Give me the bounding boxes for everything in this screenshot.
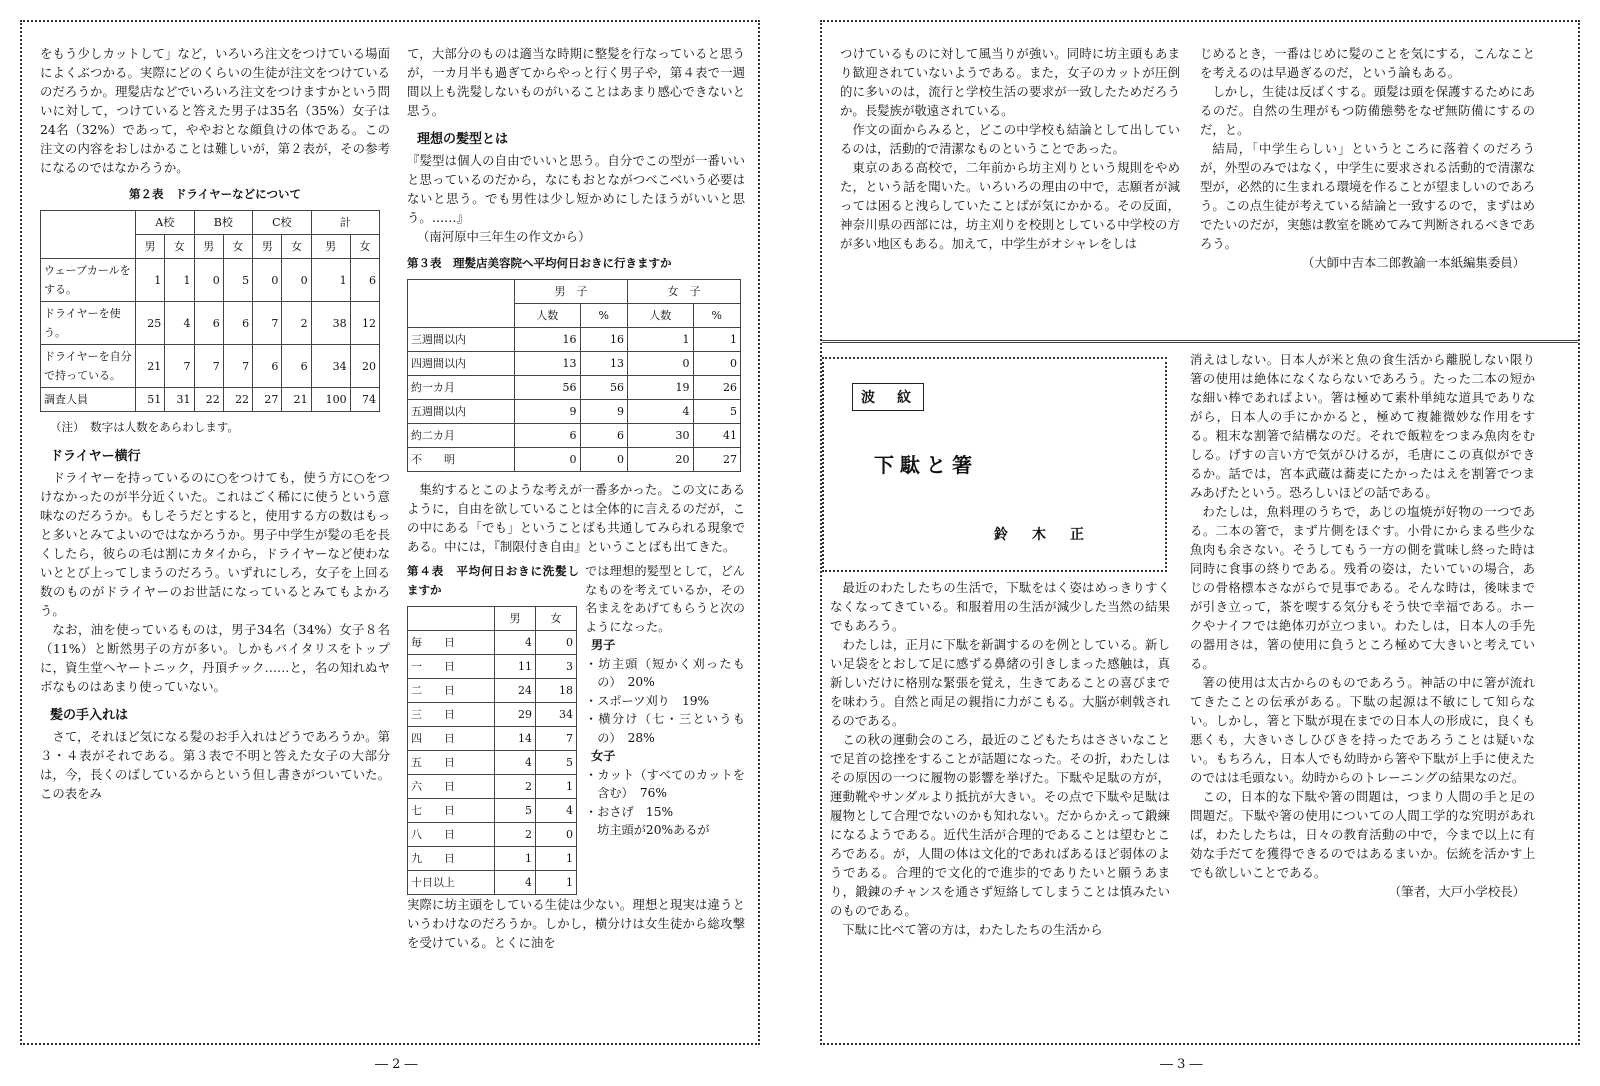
paragraph: 集約するとこのような考えが一番多かった。この文にあるように，自由を欲していることは全体的に言えるのだが，この中にある「でも」ということばも共通してみられる現象である。中には，『制限付き自由』ということばも出てきた。 (407, 482, 745, 554)
table-cell: 0 (536, 631, 577, 655)
right-bottom-column-2 (1190, 350, 1535, 901)
table-cell: 56 (515, 376, 581, 400)
table-row (408, 679, 577, 703)
table-cell: 9 (515, 400, 581, 424)
paragraph: 結局，「中学生らしい」というところに落着くのだろうが，外型のみではなく，中学生に要求される活動的で清潔な型が，必然的に生まれる環境を作ることが望ましいのであろう。この点生徒が考えている結論と一致するので，まずはめでたいのだが，実態は教室を眺めてみて判断されるべきであろう。 (1200, 141, 1535, 251)
table-row (408, 400, 741, 424)
column-header: 女 子 (627, 280, 740, 304)
table-cell: 16 (515, 328, 581, 352)
table-cell: 0 (580, 448, 627, 472)
table-cell: 1 (311, 259, 350, 302)
table-cell: 74 (350, 388, 379, 412)
table-cell: 38 (311, 302, 350, 345)
table-cell: 6 (253, 345, 282, 388)
signature: （筆者，大戸小学校長） (1388, 884, 1525, 899)
essay-author: 鈴木正 (994, 527, 1108, 543)
table-row (41, 388, 380, 412)
column-subheader: 人数 (515, 304, 581, 328)
quote-source: （南河原中三年生の作文から） (417, 229, 591, 244)
table-row (408, 775, 577, 799)
table-row (408, 751, 577, 775)
table-row (408, 847, 577, 871)
table-cell: 0 (536, 823, 577, 847)
table-cell: 4 (495, 751, 536, 775)
table-cell: 34 (536, 703, 577, 727)
row-label: 二 日 (408, 679, 495, 703)
table-cell: 27 (253, 388, 282, 412)
table-cell: 6 (350, 259, 379, 302)
page-number-right: ― 3 ― (1160, 1057, 1203, 1072)
table-row (408, 448, 741, 472)
table-cell: 5 (693, 400, 740, 424)
table-cell: 19 (627, 376, 693, 400)
table-cell: 2 (495, 823, 536, 847)
table-cell: 4 (165, 302, 194, 345)
table-cell: 20 (627, 448, 693, 472)
row-label: 七 日 (408, 799, 495, 823)
table-cell: 4 (627, 400, 693, 424)
paragraph: 実際に坊主頭をしている生徒は少ない。理想と現実は違うというわけなのだろうか。しかし，横分けは女生徒から総攻撃を受けている。とくに油を (407, 897, 745, 950)
column-header: 男 子 (515, 280, 628, 304)
table-cell: 2 (282, 302, 311, 345)
paragraph: をもう少しカットして」など，いろいろ注文をつけている場面によくぶつかる。実際にどのくらいの生徒が注文をつけているのだろうか。理髪店などでいろいろ注文をつけますかという問いに対して，つけていると答えた男子は35名（35%）女子は24名（32%）であって，ややおとな顔負けの体である。この注文の内容をおしはかることは難しいが，第２表が，その参考になるのではなかろうか。 (40, 46, 390, 175)
table-cell: 0 (282, 259, 311, 302)
table4-caption: 第４表 平均何日おきに洗髪しますか (407, 564, 579, 597)
table-cell: 6 (580, 424, 627, 448)
row-label: 五週間以内 (408, 400, 515, 424)
table4 (407, 606, 577, 895)
table-cell: 7 (253, 302, 282, 345)
table-row (41, 345, 380, 388)
list-item: ・カット（すべてのカットを含む） 76% (585, 767, 745, 800)
table-cell: 56 (580, 376, 627, 400)
row-label: 三 日 (408, 703, 495, 727)
essay-title-box (822, 357, 1167, 572)
paragraph: わたしは，魚料理のうちで，あじの塩焼が好物の一つである。二本の箸で，まず片側をほぐす。小骨にからまる些少な魚肉も余さない。そうしてもう一方の側を賞味し終った時は同時に食事の終りである。残肴の姿は，たいていの場合，あじの骨格標本さながらで見事である。そんな時は，後味までが引き立って，茶を喫する気分もそう快で幸福である。ホークやナイフでは絶体刃が立つまい。わたしは，日本人の手先の器用さは，箸の使用に負うところ極めて大きいと考えている。 (1190, 504, 1535, 671)
left-column-1 (40, 44, 390, 803)
table-cell: 13 (580, 352, 627, 376)
paragraph: 下駄に比べて箸の方は，わたしたちの生活から (842, 922, 1103, 937)
section-heading-dryer: ドライヤー横行 (50, 449, 141, 464)
column-subheader: % (693, 304, 740, 328)
column-header: B校 (194, 211, 253, 235)
column-subheader: % (580, 304, 627, 328)
table-cell: 20 (350, 345, 379, 388)
table-cell: 25 (136, 302, 165, 345)
column-subheader: 人数 (627, 304, 693, 328)
table-row (408, 376, 741, 400)
right-bottom-column-1 (830, 578, 1170, 939)
row-label: ウェーブカールをする。 (41, 259, 136, 302)
paragraph: ドライヤーを持っているのに○をつけても，使う方に○をつけなかったのが半分近くいた。これはごく稀にに使うという意味なのだろうか。もしそうだとすると，使用する方の数はもっと多いとみてよいのではなかろうか。男子中学生が髪の毛を長くしたら，彼らの毛は割にカタイから，ドライヤーなど使わないととび上ってしまうのだろう。いずれにしろ，女子を上回る数のものがドライヤーのお世話になっているとみてもよかろう。 (40, 470, 390, 618)
table-cell: 6 (282, 345, 311, 388)
table-row (408, 328, 741, 352)
table-cell: 7 (536, 727, 577, 751)
row-label: 八 日 (408, 823, 495, 847)
table-cell: 18 (536, 679, 577, 703)
table-cell: 24 (495, 679, 536, 703)
table-cell: 5 (223, 259, 252, 302)
paragraph: て，大部分のものは適当な時期に整髪を行なっていると思うが，一カ月半も過ぎてからやっと行く男子や，第４表で一週間以上も洗髪しないものがいることはあまり感心できないと思う。 (407, 46, 745, 118)
table-cell: 51 (136, 388, 165, 412)
table-cell: 4 (536, 799, 577, 823)
paragraph: 作文の面からみると，どこの中学校も結論として出しているのは，活動的で清潔なものということであった。 (840, 122, 1180, 156)
table-cell: 16 (580, 328, 627, 352)
row-label: 四 日 (408, 727, 495, 751)
paragraph: 東京のある高校で，二年前から坊主刈りという規則をやめた，という話を聞いた。いろいろの理由の中で，志願者が減っては困ると洩らしていたことばが気にかかる。その反面，神奈川県の西部には，坊主刈りを校則としている中学校の方が多い地区もある。加えて，中学生がオシャレをしは (840, 160, 1180, 251)
right-page (820, 20, 1580, 1045)
table-cell: 7 (194, 345, 223, 388)
list-item: ・横分け（七・三というもの） 28% (585, 712, 745, 745)
table-cell: 14 (495, 727, 536, 751)
female-list (585, 766, 745, 822)
list-item: ・スポーツ刈り 19% (585, 693, 710, 708)
table-cell: 100 (311, 388, 350, 412)
column-header: 男 (495, 607, 536, 631)
paragraph: この秋の運動会のころ，最近のこどもたちはささいなことで足首の捻挫をすることが話題になった。その折，わたしはその原因の一つに履物の影響を挙げた。下駄や足駄の方が，運動靴やサンダルより抵抗が大きい。その点で下駄や足駄は履物として合理でないのかも知れない。だからかえって鍛練になるようである。近代生活が合理的であることは望むところである。が，人間の体は文化的であればあるほど弱体のようである。合理的で文化的で進歩的でありたいと願うあまり，鍛錬のチャンスを通さず短絡してしまうことは慎みたいのものである。 (830, 732, 1170, 918)
right-top-column-1 (840, 44, 1180, 253)
table-cell: 6 (194, 302, 223, 345)
table-cell: 22 (194, 388, 223, 412)
paragraph: つけているものに対して風当りが強い。同時に坊主頭もあまり歓迎されていないようである。また，女子のカットが圧倒的に多いのは，流行と学校生活の要求が一致したためだろうか。長髪族が敬遠されている。 (840, 46, 1180, 118)
list-item: ・坊主頭（短かく刈ったもの） 20% (585, 656, 745, 689)
table-row (408, 871, 577, 895)
row-label: 毎 日 (408, 631, 495, 655)
table-cell: 2 (495, 775, 536, 799)
section-heading-ideal: 理想の髪型とは (417, 132, 509, 147)
column-header: 女 (536, 607, 577, 631)
table-cell: 22 (223, 388, 252, 412)
quote: 『髪型は個人の自由でいいと思う。自分でこの型が一番いいと思っているのだから，なにもおとながつべこべいう必要はないと思う。でも男性は少し短かめにしたほうがいいと思う。……』 (407, 153, 745, 225)
column-subheader: 女 (223, 235, 252, 259)
signature: （大師中吉本二郎教諭一本紙編集委員） (1301, 255, 1525, 270)
row-label: 不 明 (408, 448, 515, 472)
column-subheader: 女 (350, 235, 379, 259)
table-cell: 1 (536, 775, 577, 799)
table-cell: 1 (536, 871, 577, 895)
table3-caption: 第３表 理髪店美容院へ平均何日おきに行きますか (407, 256, 672, 270)
table-row (408, 655, 577, 679)
table-cell: 11 (495, 655, 536, 679)
table-cell: 1 (136, 259, 165, 302)
side-tail: 坊主頭が20%あるが (597, 823, 710, 837)
table-cell: 7 (223, 345, 252, 388)
column-subheader: 女 (282, 235, 311, 259)
paragraph: しかし，生徒は反ばくする。頭髪は頭を保護するためにあるのだ。自然の生理がもつ防備態勢をなぜ無防備にするのだ，と。 (1200, 84, 1535, 137)
table-row (408, 727, 577, 751)
row-label: ドライヤーを自分で持っている。 (41, 345, 136, 388)
paragraph: 箸の使用は太古からのものであろう。神話の中に箸が流れてきたことの伝承がある。下駄の起源は不敏にして知らない。しかし，箸と下駄が現在までの日本人の形成に，良くも悪くも，大きいさしひびきを持ったであろうことは疑いない。もちろん，日本人でも幼時から箸や下駄が上手に使えたのではは毛頭ない。幼時からのトレーニングの結果なのだ。 (1190, 675, 1535, 785)
paragraph: わたしは，正月に下駄を新調するのを例としている。新しい足袋をとおして足に感ずる鼻緒の引きしまった感触は，真新しいだけに格別な緊張を覚え，生きてあることの喜びまでを味わう。自然と両足の親指に力がこもる。大脳が刺戟されるのである。 (830, 637, 1170, 728)
column-subheader: 男 (311, 235, 350, 259)
female-heading: 女子 (591, 749, 616, 763)
row-label: 四週間以内 (408, 352, 515, 376)
male-list (585, 655, 745, 748)
table-cell: 4 (495, 871, 536, 895)
table-cell: 21 (282, 388, 311, 412)
table2-caption: 第２表 ドライヤーなどについて (129, 187, 301, 201)
table2 (40, 210, 380, 412)
paragraph: さて，それほど気になる髪のお手入れはどうであろうか。第３・４表がそれである。第３表で不明と答えた女子の大部分は，今，長くのばしているからという但し書きがついていた。この表をみ (40, 729, 390, 801)
column-subheader: 男 (136, 235, 165, 259)
table-cell: 29 (495, 703, 536, 727)
table-cell: 12 (350, 302, 379, 345)
table-cell: 41 (693, 424, 740, 448)
table-cell: 21 (136, 345, 165, 388)
table-cell: 1 (536, 847, 577, 871)
table-cell: 13 (515, 352, 581, 376)
table-cell: 30 (627, 424, 693, 448)
table-row (408, 424, 741, 448)
row-label: ドライヤーを使う。 (41, 302, 136, 345)
column-header: 計 (311, 211, 379, 235)
column-subheader: 女 (165, 235, 194, 259)
row-label: 六 日 (408, 775, 495, 799)
table-cell: 3 (536, 655, 577, 679)
row-label: 調査人員 (41, 388, 136, 412)
list-item: ・おさげ 15% (585, 804, 674, 819)
right-top-column-2 (1200, 44, 1535, 272)
table-cell: 1 (495, 847, 536, 871)
page-number-left: ― 2 ― (375, 1057, 418, 1072)
row-label: 十日以上 (408, 871, 495, 895)
column-subheader: 男 (194, 235, 223, 259)
table-cell: 5 (536, 751, 577, 775)
essay-title: 下駄と箸 (874, 453, 978, 477)
paragraph: 消えはしない。日本人が米と魚の食生活から離脱しない限り箸の使用は絶体になくならないであろう。たった二本の短かな細い棒であればよい。箸は極めて素朴単純な道具でありながら，日本人の手にかかると，極めて複雑微妙な作用をする。粗末な割箸で結構なのだ。それで飯粒をつまみ魚肉をむしる。げすの言い方で気がひけるが，毛唐にこの真似ができるか。話では，宮本武蔵は蕎麦にたかったはえを割箸でつまみあげたという。恐ろしいほどの話である。 (1190, 352, 1535, 500)
table-cell: 5 (495, 799, 536, 823)
table-row (41, 259, 380, 302)
paragraph: 最近のわたしたちの生活で，下駄をはく姿はめっきりすくなくなってきている。和服着用の生活が減少した当然の結果でもあろう。 (830, 580, 1170, 633)
row-label: 一 日 (408, 655, 495, 679)
table-cell: 9 (580, 400, 627, 424)
table-cell: 7 (165, 345, 194, 388)
section-heading-care: 髪の手入れは (50, 708, 129, 723)
row-label: 約二カ月 (408, 424, 515, 448)
column-header: C校 (253, 211, 312, 235)
column-tag: 波 紋 (852, 383, 924, 411)
ideal-intro: では理想的髪型として，どんなものを考えているか，その名まえをあげてもらうと次のようになった。 (585, 564, 745, 634)
left-page (20, 20, 760, 1045)
row-label: 約一カ月 (408, 376, 515, 400)
table3 (407, 279, 741, 472)
table-cell: 6 (223, 302, 252, 345)
paragraph: じめるとき，一番はじめに髪のことを気にする，こんなことを考えるのは早過ぎるのだ，という論もある。 (1200, 46, 1535, 80)
row-label: 三週間以内 (408, 328, 515, 352)
paragraph: なお，油を使っているものは，男子34名（34%）女子８名（11%）と断然男子の方が多い。しかもバイタリスをトップに，資生堂ヘヤートニック，丹頂チック……と，名の知れぬヤボなものはあまり使っていない。 (40, 622, 390, 694)
table-row (408, 799, 577, 823)
table-note: （注） 数字は人数をあらわします。 (50, 420, 239, 434)
table-cell: 0 (693, 352, 740, 376)
table-cell: 0 (627, 352, 693, 376)
table-row (408, 703, 577, 727)
table-cell: 0 (253, 259, 282, 302)
table-row (408, 631, 577, 655)
table-cell: 0 (194, 259, 223, 302)
table-cell: 27 (693, 448, 740, 472)
column-header: A校 (136, 211, 195, 235)
table-row (41, 302, 380, 345)
table-cell: 26 (693, 376, 740, 400)
paragraph: この，日本的な下駄や箸の問題は，つまり人間の手と足の問題だ。下駄や箸の使用についての人間工学的な究明があれば，わたしたちは，日々の教育活動の中で，今まで以上に有効な手だてを獲得できるのではあるまいか。伝統を活かす上でも欲しいことである。 (1190, 789, 1535, 880)
table-cell: 31 (165, 388, 194, 412)
row-label: 五 日 (408, 751, 495, 775)
table-row (408, 352, 741, 376)
table-cell: 0 (515, 448, 581, 472)
row-label: 九 日 (408, 847, 495, 871)
column-subheader: 男 (253, 235, 282, 259)
table-row (408, 823, 577, 847)
section-divider (822, 340, 1578, 343)
table-cell: 1 (693, 328, 740, 352)
table-cell: 1 (627, 328, 693, 352)
table-cell: 34 (311, 345, 350, 388)
left-column-2 (407, 44, 745, 952)
table-cell: 1 (165, 259, 194, 302)
table-cell: 6 (515, 424, 581, 448)
table-cell: 4 (495, 631, 536, 655)
male-heading: 男子 (591, 638, 616, 652)
